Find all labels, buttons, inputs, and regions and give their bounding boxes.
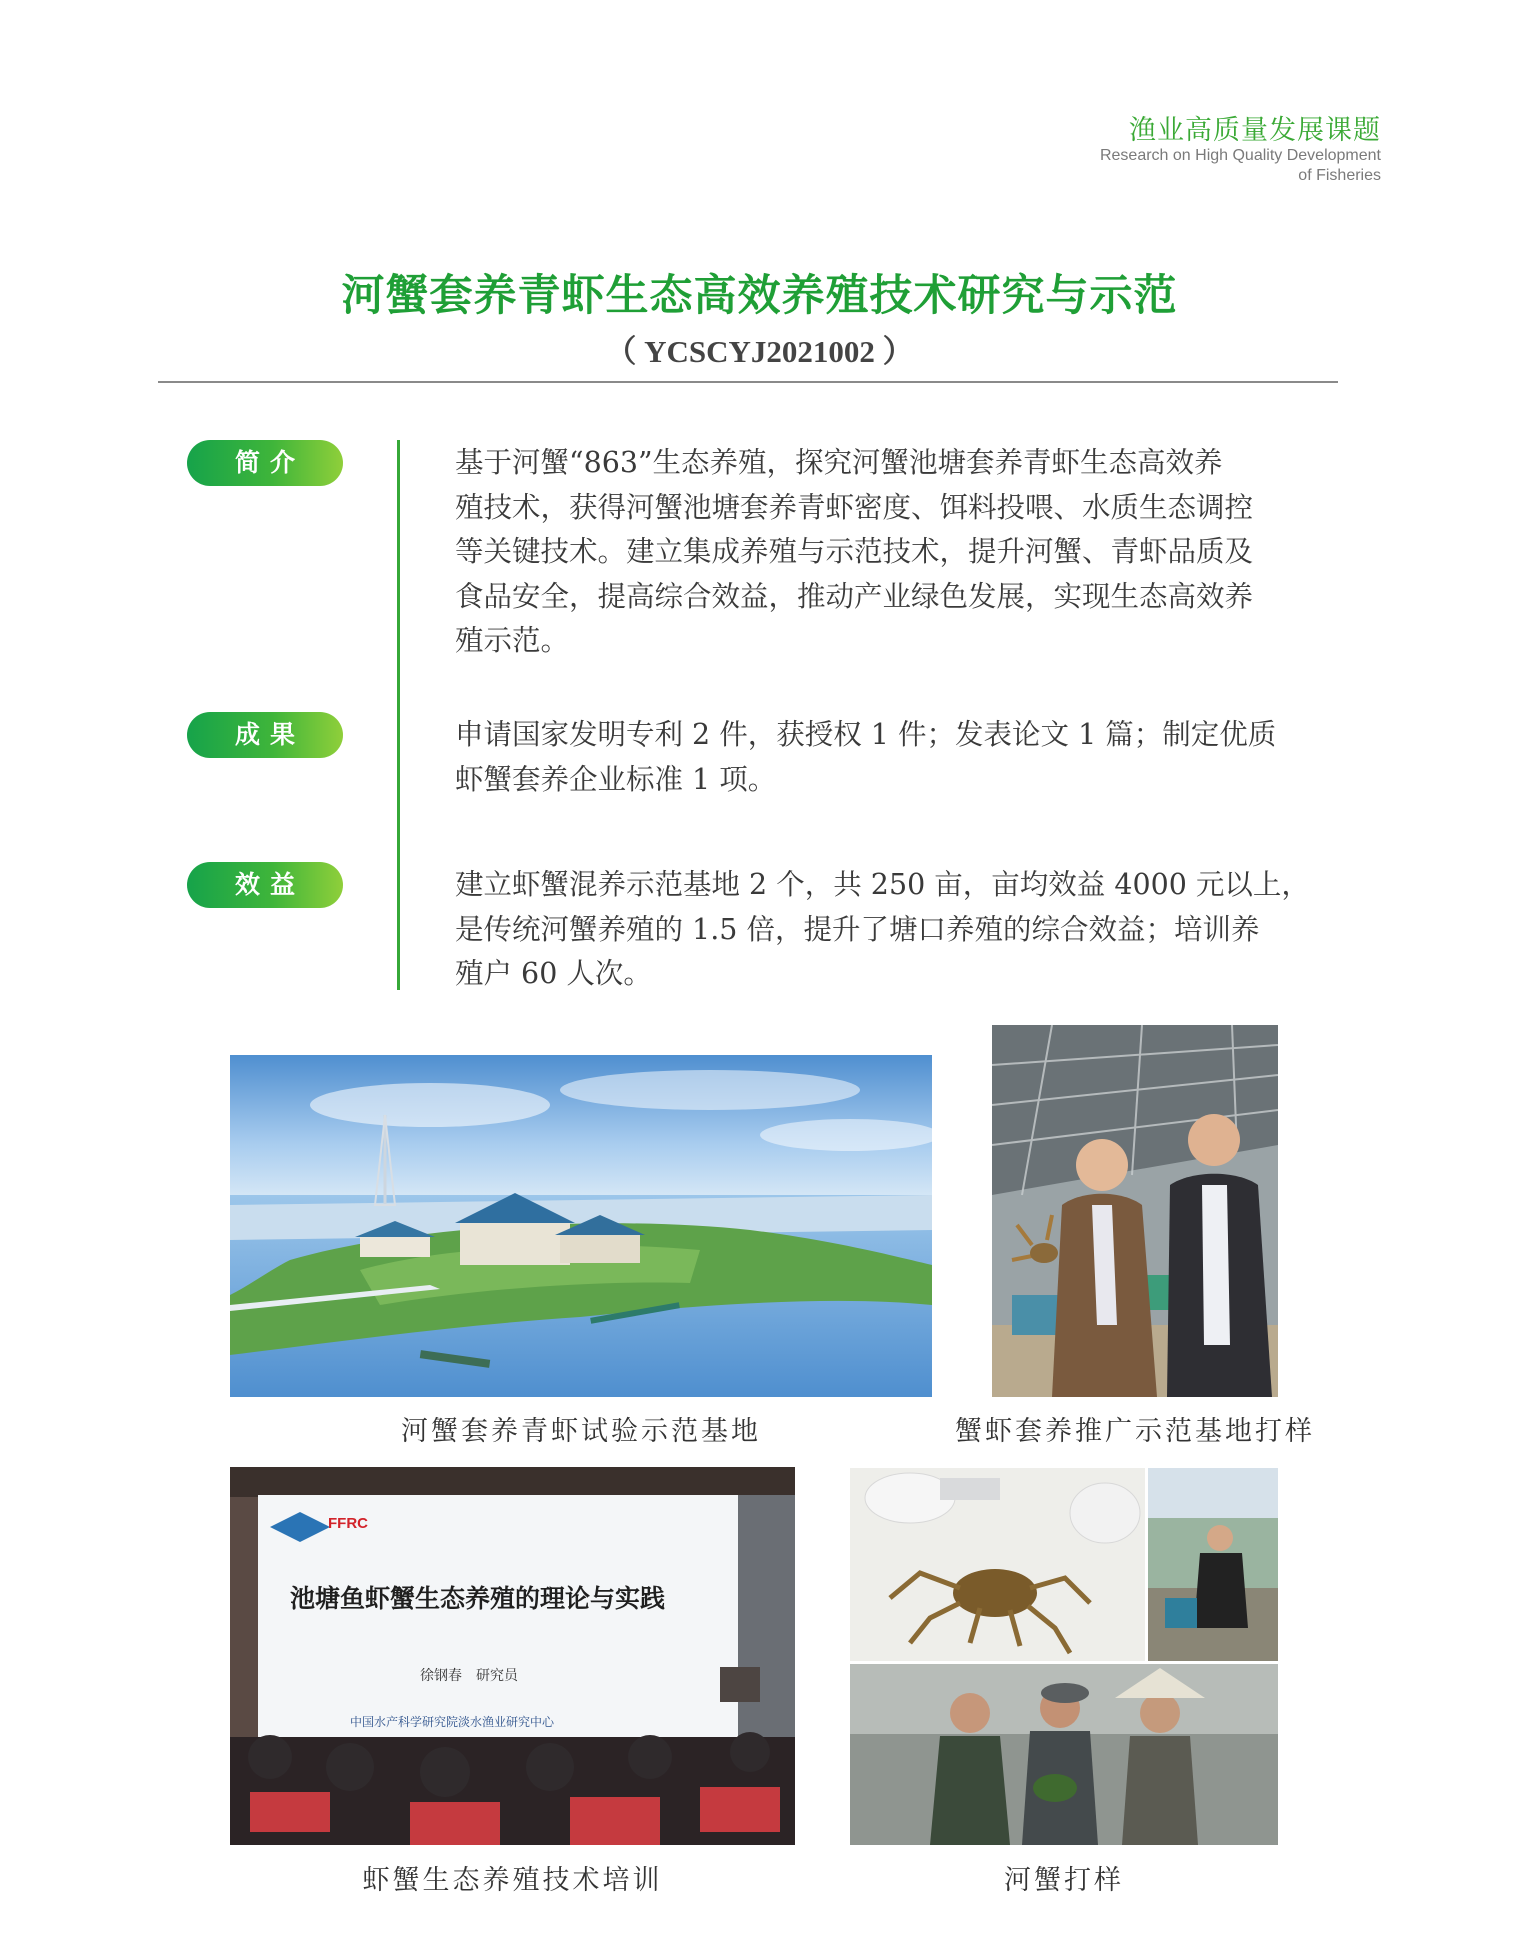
section-label-results: 成果: [187, 712, 343, 758]
series-title-en: [981, 146, 1381, 186]
section-divider-line: [397, 440, 400, 990]
text-line: 虾蟹套养企业标准 1 项。: [455, 762, 777, 796]
section-text-benefits: [455, 863, 1315, 997]
training-session-photo: [230, 1467, 795, 1845]
crab-sampling-collage: [850, 1468, 1278, 1845]
text-line: 殖示范。: [455, 624, 570, 657]
series-title-en-line1: Research on High Quality Development: [1099, 147, 1381, 164]
slide-logo: FFRC: [328, 1515, 368, 1532]
text-line: 食品安全，提高综合效益，推动产业绿色发展，实现生态高效养: [455, 579, 1254, 613]
section-label-intro: 简介: [187, 440, 343, 486]
text-line: 殖户 60 人次。: [455, 957, 652, 990]
title-divider: [158, 381, 1338, 383]
section-label-benefits: 效益: [187, 862, 343, 908]
aerial-base-photo: [230, 1055, 932, 1397]
training-session-caption: 虾蟹生态养殖技术培训: [362, 1865, 663, 1896]
slide-institute: 中国水产科学研究院淡水渔业研究中心: [350, 1715, 555, 1729]
text-line: 是传统河蟹养殖的 1.5 倍，提升了塘口养殖的综合效益；培训养: [455, 912, 1260, 946]
series-title-en-line2: of Fisheries: [1298, 167, 1381, 184]
project-code: （ YCSCYJ2021002 ）: [605, 334, 914, 369]
text-line: 申请国家发明专利 2 件，获授权 1 件；发表论文 1 篇；制定优质: [455, 718, 1277, 751]
crab-sampling-caption: 河蟹打样: [1004, 1865, 1124, 1896]
warehouse-sampling-caption: 蟹虾套养推广示范基地打样: [955, 1416, 1315, 1447]
section-text-intro: [455, 441, 1315, 664]
slide-speaker: 徐钢春 研究员: [420, 1668, 518, 1684]
text-line: 建立虾蟹混养示范基地 2 个，共 250 亩，亩均效益 4000 元以上，: [455, 868, 1310, 901]
section-text-results: [455, 713, 1315, 802]
series-title-cn: 渔业高质量发展课题: [1129, 115, 1381, 146]
slide-title: 池塘鱼虾蟹生态养殖的理论与实践: [290, 1584, 666, 1613]
text-line: 等关键技术。建立集成养殖与示范技术，提升河蟹、青虾品质及: [455, 535, 1254, 568]
aerial-base-caption: 河蟹套养青虾试验示范基地: [401, 1416, 761, 1447]
warehouse-sampling-photo: [992, 1025, 1278, 1397]
project-title: 河蟹套养青虾生态高效养殖技术研究与示范: [341, 271, 1178, 321]
text-line: 殖技术，获得河蟹池塘套养青虾密度、饵料投喂、水质生态调控: [455, 490, 1254, 524]
text-line: 基于河蟹“863”生态养殖，探究河蟹池塘套养青虾生态高效养: [455, 446, 1223, 479]
